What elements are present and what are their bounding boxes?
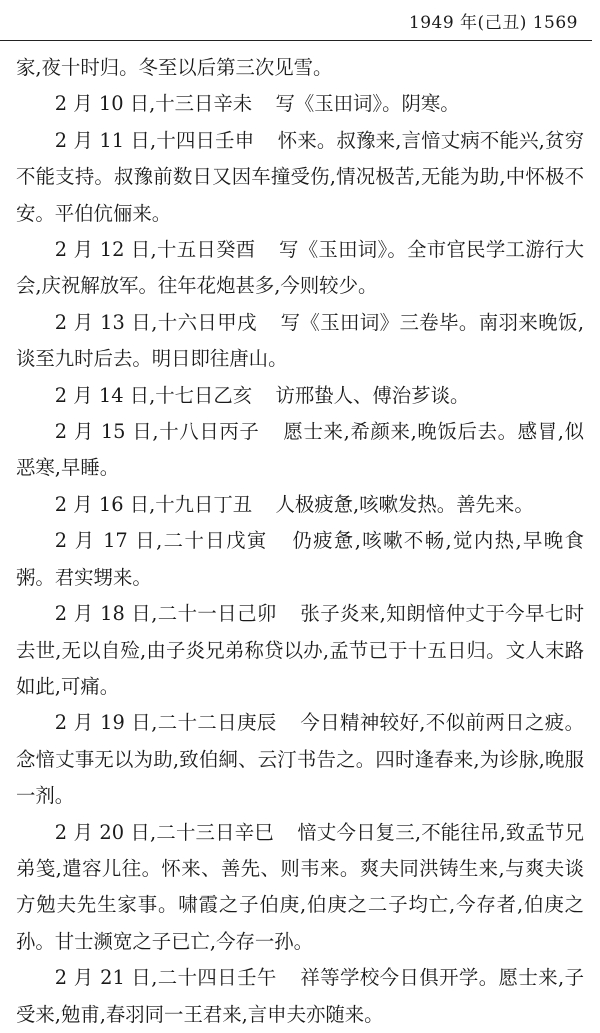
- entry-text: 今日精神较好,不似前两日之疲。念愔丈事无以为助,致伯絅、云汀书告之。四时逢春来,为诊脉,晚服一剂。: [16, 711, 584, 808]
- entry-date: 2 月 21 日,二十四日壬午: [54, 966, 277, 990]
- diary-entry: [16, 232, 584, 305]
- diary-entry: [16, 815, 584, 961]
- entry-text: 怀来。叔豫来,言愔丈病不能兴,贫穷不能支持。叔豫前数日又因车撞受伤,情况极苦,无能为助,中怀极不安。平伯伉俪来。: [16, 128, 584, 225]
- entry-date: 2 月 19 日,二十二日庚辰: [54, 711, 277, 735]
- entry-date: 2 月 15 日,十八日丙子: [54, 420, 260, 444]
- diary-entry: [16, 523, 584, 596]
- diary-entry-continuation: [16, 50, 584, 86]
- entry-date: 2 月 10 日,十三日辛未: [54, 92, 253, 116]
- entry-text: 家,夜十时归。冬至以后第三次见雪。: [16, 56, 333, 79]
- entry-date: 2 月 12 日,十五日癸酉: [54, 238, 256, 262]
- entry-date: 2 月 17 日,二十日戊寅: [54, 529, 268, 553]
- entry-text: 写《玉田词》。阴寒。: [275, 92, 460, 116]
- entry-date: 2 月 18 日,二十一日己卯: [54, 602, 277, 626]
- diary-entry: [16, 596, 584, 705]
- entry-text: 写《玉田词》。全市官民学工游行大会,庆祝解放军。往年花炮甚多,今则较少。: [16, 238, 584, 298]
- entry-text: 祥等学校今日俱开学。愿士来,子受来,勉甫,春羽同一王君来,言申夫亦随来。: [16, 966, 584, 1026]
- entry-date: 2 月 20 日,二十三日辛巳: [54, 820, 274, 844]
- diary-entry: [16, 705, 584, 814]
- diary-body: [16, 50, 584, 1033]
- running-header: 1949 年(己丑) 1569: [408, 13, 578, 33]
- diary-entry: [16, 86, 584, 122]
- diary-entry: [16, 414, 584, 487]
- entry-date: 2 月 14 日,十七日乙亥: [54, 383, 253, 407]
- diary-entry: [16, 378, 584, 414]
- diary-entry: [16, 487, 584, 523]
- diary-entry: [16, 960, 584, 1033]
- entry-text: 愿士来,希颜来,晚饭后去。感冒,似恶寒,早睡。: [16, 420, 584, 480]
- entry-text: 访邢蛰人、傅治芗谈。: [275, 383, 470, 407]
- header-rule: [0, 40, 592, 41]
- entry-text: 张子炎来,知朗愔仲丈于今早七时去世,无以自殓,由子炎兄弟称贷以办,孟节已于十五日归。文人末路如此,可痛。: [16, 602, 584, 698]
- entry-text: 人极疲惫,咳嗽发热。善先来。: [275, 492, 534, 516]
- diary-entry: [16, 123, 584, 232]
- entry-date: 2 月 16 日,十九日丁丑: [54, 492, 253, 516]
- diary-entry: [16, 305, 584, 378]
- entry-date: 2 月 13 日,十六日甲戌: [54, 310, 257, 334]
- entry-text: 愔丈今日复三,不能往吊,致孟节兄弟笺,遣容儿往。怀来、善先、则韦来。爽夫同洪铸生来,与爽夫谈方勉夫先生家事。啸霞之子伯庚,伯庚之二子均亡,今存者,伯庚之孙。甘士濒宽之子已亡,今存一孙。: [16, 820, 585, 953]
- entry-text: 仍疲惫,咳嗽不畅,觉内热,早晚食粥。君实甥来。: [16, 529, 584, 589]
- entry-text: 写《玉田词》三卷毕。南羽来晚饭,谈至九时后去。明日即往唐山。: [16, 310, 584, 371]
- entry-date: 2 月 11 日,十四日壬申: [54, 128, 255, 152]
